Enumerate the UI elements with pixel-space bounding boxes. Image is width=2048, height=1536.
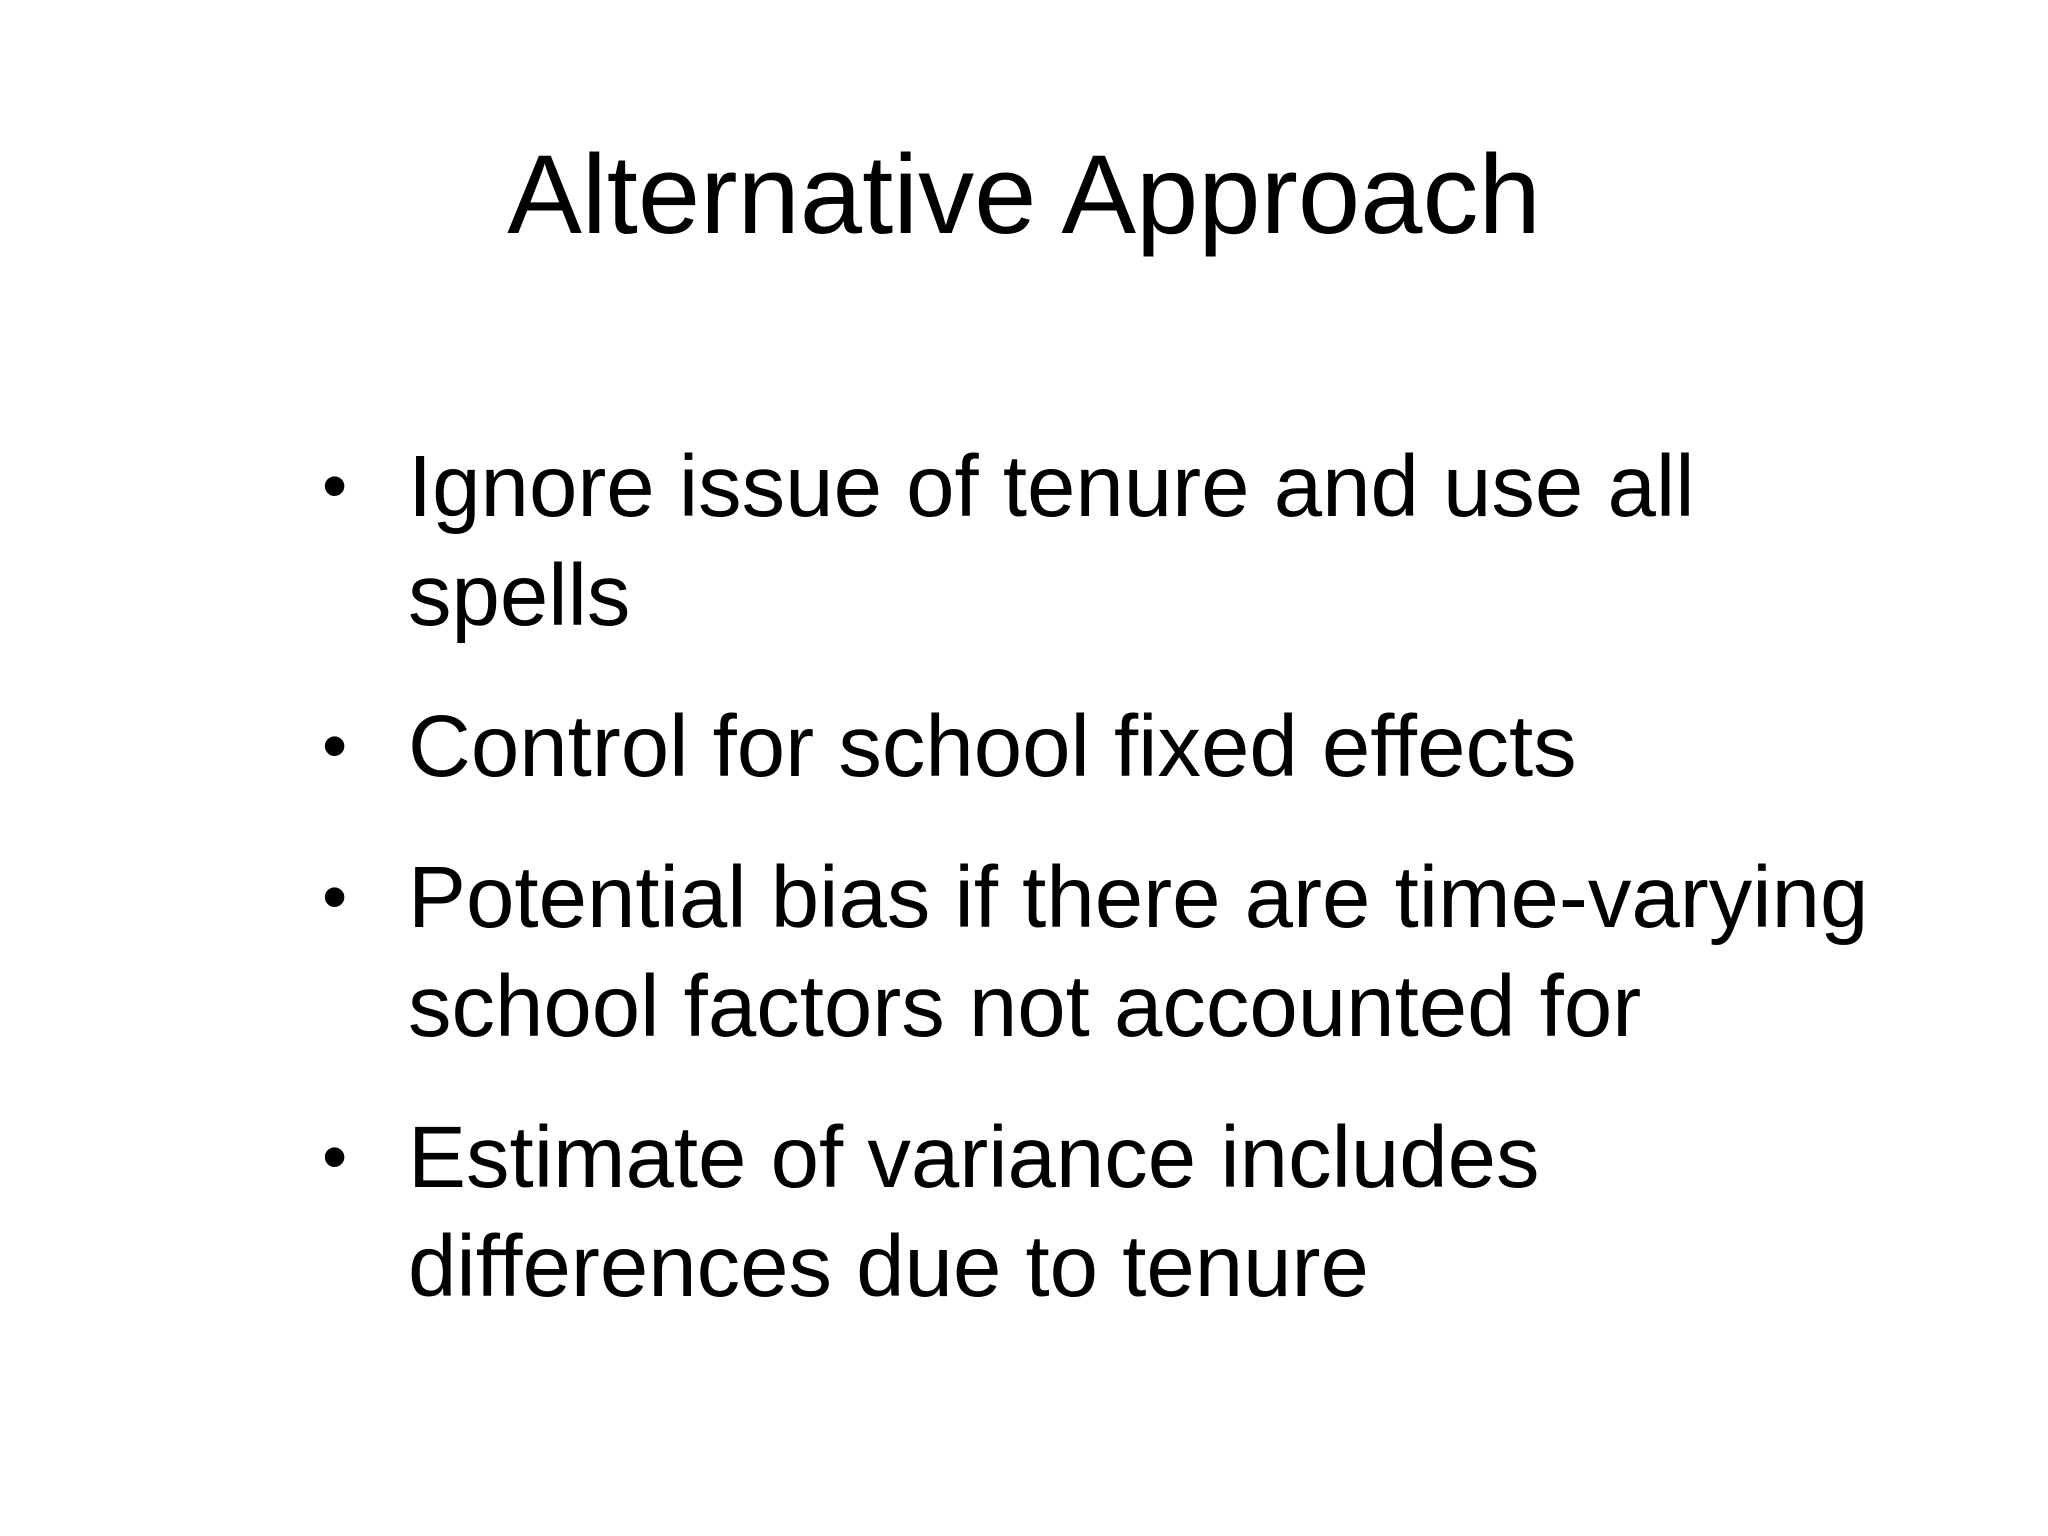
slide-title <box>0 130 2048 260</box>
bullet-text: Control for school fixed effects <box>408 698 1577 795</box>
bullet-item <box>322 692 2022 801</box>
bullet-text: Estimate of variance includes differences due to tenure <box>408 1109 1540 1315</box>
bullet-icon: • <box>322 1117 348 1197</box>
slide-title-text: Alternative Approach <box>507 132 1541 257</box>
bullet-text: Potential bias if there are time-varying school factors not accounted for <box>408 849 1869 1055</box>
bullet-list <box>322 432 2022 1363</box>
bullet-item <box>322 432 2022 650</box>
bullet-item <box>322 1103 2022 1321</box>
bullet-icon: • <box>322 706 348 786</box>
bullet-item <box>322 843 2022 1061</box>
bullet-icon: • <box>322 446 348 526</box>
bullet-text: Ignore issue of tenure and use all spells <box>408 438 1695 644</box>
bullet-icon: • <box>322 857 348 937</box>
